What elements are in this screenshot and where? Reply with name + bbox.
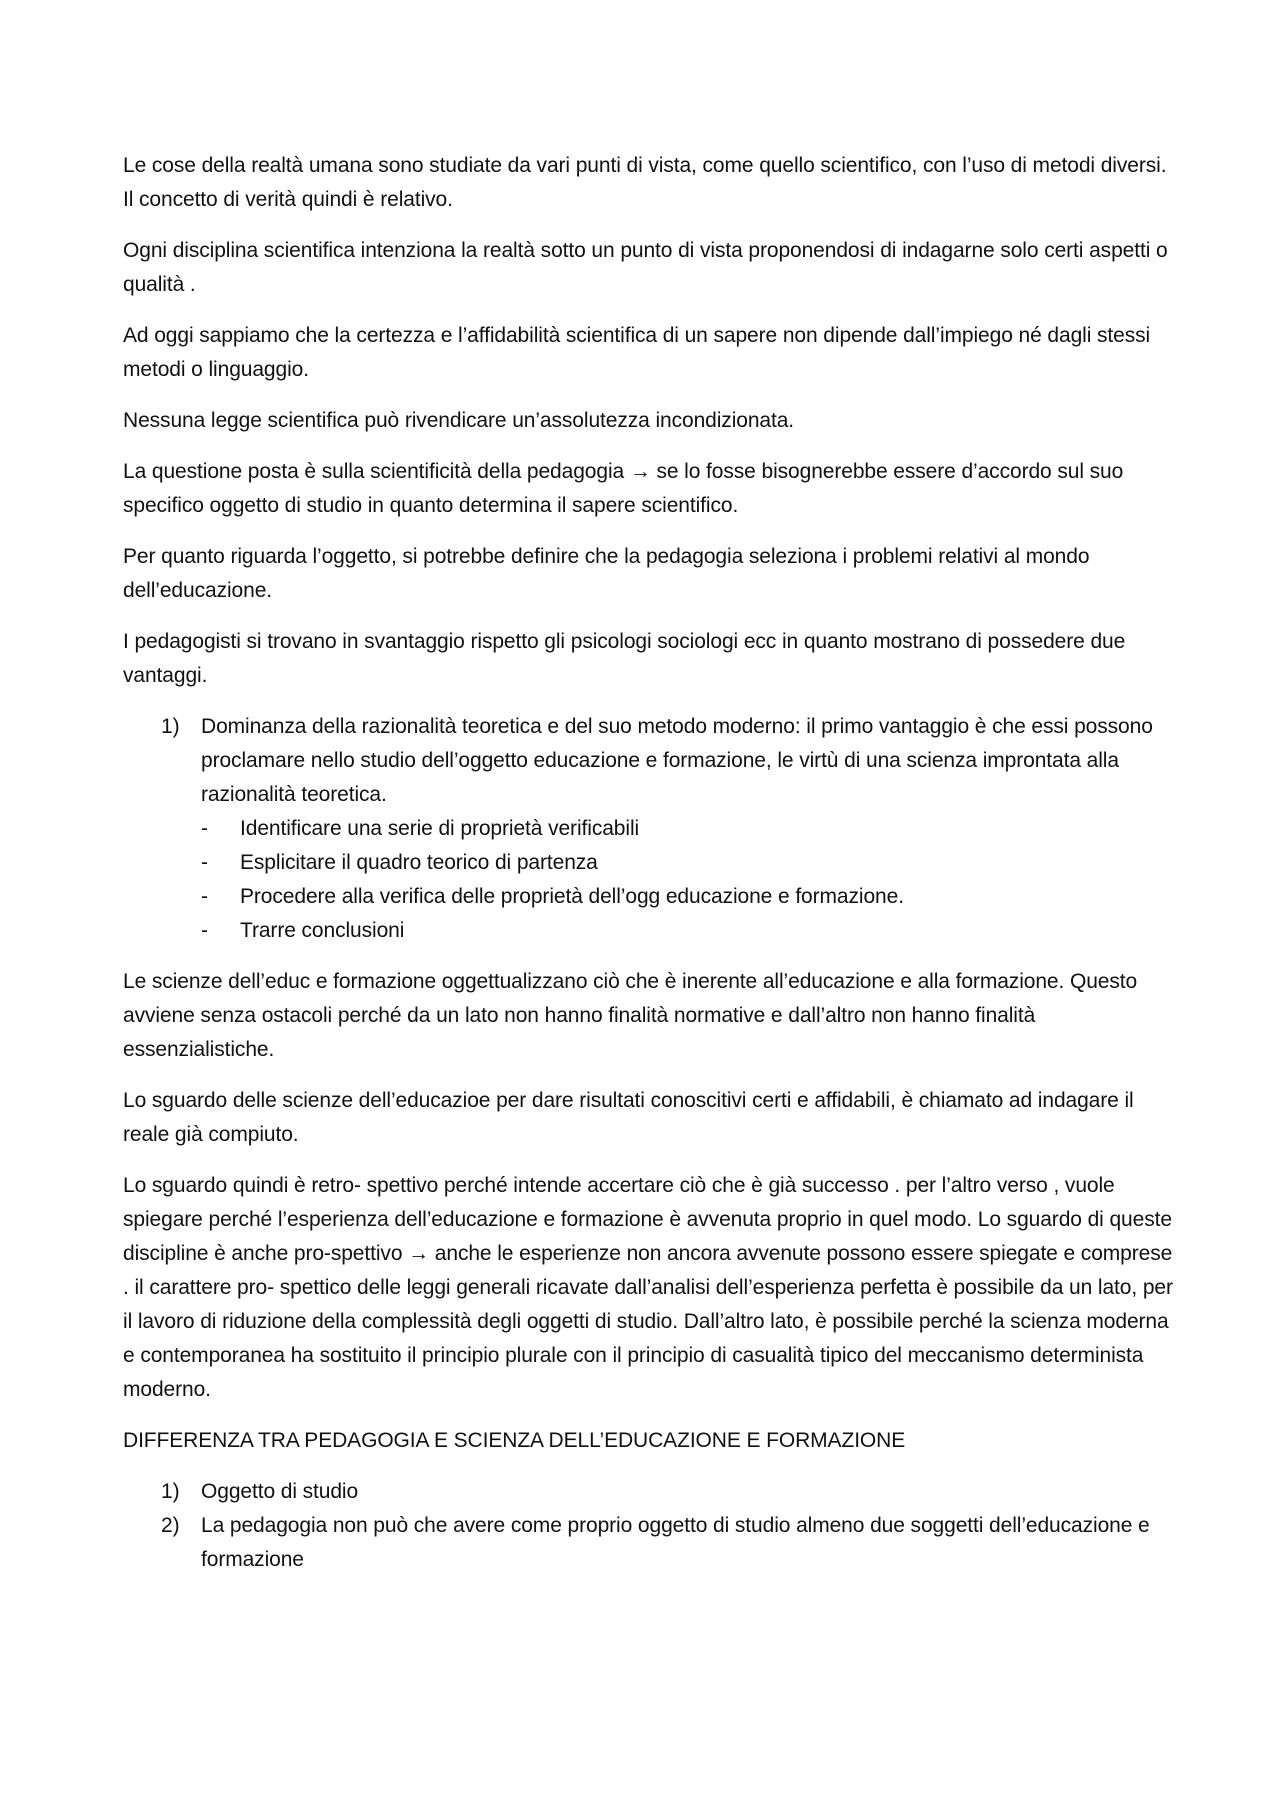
paragraph-3: Ad oggi sappiamo che la certezza e l’affidabilità scientifica di un sapere non dipende dall’impiego né dagli stessi metodi o linguaggio. xyxy=(123,324,1151,381)
list-item xyxy=(123,1509,1173,1577)
right-arrow-icon: → xyxy=(408,1242,430,1265)
section-heading: DIFFERENZA TRA PEDAGOGIA E SCIENZA DELL’EDUCAZIONE E FORMAZIONE xyxy=(123,1429,906,1452)
paragraph-6: Per quanto riguarda l’oggetto, si potrebbe definire che la pedagogia seleziona i problemi relativi al mondo dell’educazione. xyxy=(123,545,1090,602)
dash-bullet: - xyxy=(201,919,208,942)
numbered-list-vantaggi xyxy=(123,710,1173,948)
paragraph-10 xyxy=(123,1169,1173,1407)
paragraph-10-part-a: Lo sguardo quindi è retro- spettivo perché intende accertare ciò che è già successo . per l’altro verso , vuole spiegare perché l’esperienza dell’educazione e formazione è avvenuta proprio in quel modo. Lo sguardo di queste discipline è anche pro-spettivo xyxy=(123,1174,1172,1265)
paragraph-1: Le cose della realtà umana sono studiate da vari punti di vista, come quello scientifico, con l’uso di metodi diversi. Il concetto di verità quindi è relativo. xyxy=(123,154,1167,211)
dash-item-text: Identificare una serie di proprietà verificabili xyxy=(240,817,640,840)
list-item-text: La pedagogia non può che avere come proprio oggetto di studio almeno due soggetti dell’educazione e formazione xyxy=(201,1514,1150,1571)
paragraph-4: Nessuna legge scientifica può rivendicare un’assolutezza incondizionata. xyxy=(123,409,795,432)
dash-bullet: - xyxy=(201,885,208,908)
paragraph-9: Lo sguardo delle scienze dell’educazioe per dare risultati conoscitivi certi e affidabili, è chiamato ad indagare il reale già compiuto. xyxy=(123,1089,1134,1146)
dash-item-text: Trarre conclusioni xyxy=(240,919,405,942)
list-item xyxy=(123,710,1173,948)
list-number: 1) xyxy=(161,715,180,738)
list-number: 1) xyxy=(161,1480,180,1503)
paragraph-5-part-b: se lo fosse bisognerebbe essere d’accordo sul suo specifico oggetto di studio in quanto determina il sapere scientifico. xyxy=(123,460,1124,517)
list-item-text: Oggetto di studio xyxy=(201,1480,359,1503)
dash-list-item xyxy=(201,880,1173,914)
paragraph-10-part-b: anche le esperienze non ancora avvenute possono essere spiegate e comprese . il carattere pro- spettico delle leggi generali ricavate dall’analisi dell’esperienza perfetta è possibile da un lato, per il lavoro di riduzione della complessità degli oggetti di studio. Dall’altro lato, è possibile perché la scienza moderna e contemporanea ha sostituito il principio plurale con il principio di casualità tipico del meccanismo determinista moderno. xyxy=(123,1242,1173,1401)
list-item xyxy=(123,1475,1173,1509)
list-item-text: Dominanza della razionalità teoretica e del suo metodo moderno: il primo vantaggio è che essi possono proclamare nello studio dell’oggetto educazione e formazione, le virtù di una scienza improntata alla razionalità teoretica. xyxy=(201,715,1153,806)
paragraph-5-part-a: La questione posta è sulla scientificità della pedagogia xyxy=(123,460,630,483)
dash-list-item xyxy=(201,812,1173,846)
paragraph-2: Ogni disciplina scientifica intenziona la realtà sotto un punto di vista proponendosi di indagarne solo certi aspetti o qualità . xyxy=(123,239,1168,296)
dash-item-text: Procedere alla verifica delle proprietà dell’ogg educazione e formazione. xyxy=(240,885,904,908)
dash-bullet: - xyxy=(201,817,208,840)
numbered-list-differenze xyxy=(123,1475,1173,1577)
dash-list-item xyxy=(201,846,1173,880)
dash-bullet: - xyxy=(201,851,208,874)
right-arrow-icon: → xyxy=(629,460,651,483)
paragraph-8: Le scienze dell’educ e formazione oggettualizzano ciò che è inerente all’educazione e alla formazione. Questo avviene senza ostacoli perché da un lato non hanno finalità normative e dall’altro non hanno finalità essenzialistiche. xyxy=(123,970,1138,1061)
dash-list xyxy=(201,812,1173,948)
dash-list-item xyxy=(201,914,1173,948)
paragraph-7: I pedagogisti si trovano in svantaggio rispetto gli psicologi sociologi ecc in quanto mostrano di possedere due vantaggi. xyxy=(123,630,1126,687)
dash-item-text: Esplicitare il quadro teorico di partenza xyxy=(240,851,598,874)
list-number: 2) xyxy=(161,1514,180,1537)
paragraph-5 xyxy=(123,455,1173,523)
document-page xyxy=(123,149,1173,1577)
